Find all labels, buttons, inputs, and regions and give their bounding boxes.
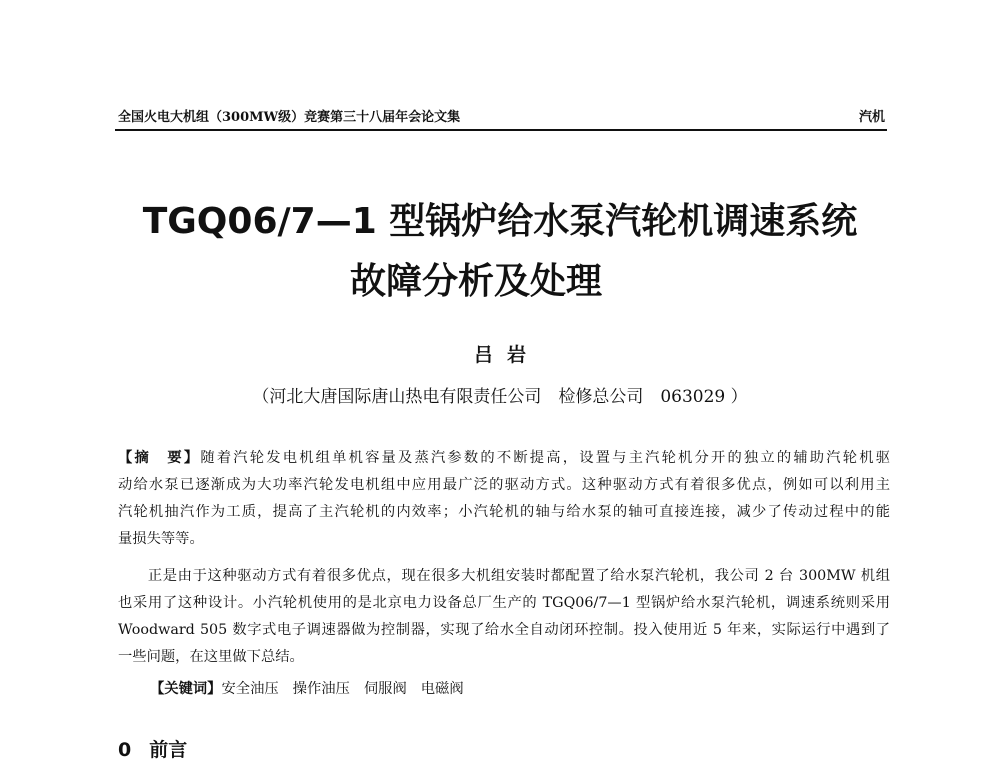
abstract-line: 汽轮机抽汽作为工质，提高了主汽轮机的内效率；小汽轮机的轴与给水泵的轴可直接连接，减少了传动过程中的能	[118, 504, 890, 520]
paragraph-line: 正是由于这种驱动方式有着很多优点，现在很多大机组安装时都配置了给水泵汽轮机，我公司 2 台 300MW 机组	[118, 568, 890, 584]
section-heading	[118, 735, 187, 762]
keyword: 电磁阀	[420, 681, 464, 697]
paragraph-line-last: 一些问题，在这里做下总结。	[118, 649, 304, 665]
section-title: 前言	[149, 739, 188, 761]
abstract-line	[118, 445, 890, 472]
header-section-name: 汽机	[858, 110, 885, 125]
header-rule	[115, 129, 887, 131]
author-name: 吕岩	[473, 344, 540, 366]
abstract-line-last: 量损失等等。	[118, 531, 204, 547]
section-number: 0	[118, 739, 132, 761]
paper-title-line-2: 故障分析及处理	[349, 261, 602, 302]
running-header	[115, 100, 887, 130]
paragraph-line: Woodward 505 数字式电子调速器做为控制器，实现了给水全自动闭环控制。投入使用近 5 年来，实际运行中遇到了	[118, 622, 890, 638]
keyword: 操作油压	[292, 681, 350, 697]
abstract-paragraph-2	[118, 563, 890, 671]
paragraph-line: 也采用了这种设计。小汽轮机使用的是北京电力设备总厂生产的 TGQ06/7—1 型锅炉给水泵汽轮机，调速系统则采用	[118, 595, 890, 611]
keyword: 伺服阀	[363, 681, 407, 697]
keyword: 安全油压	[221, 681, 279, 697]
abstract-line-text: 随着汽轮发电机组单机容量及蒸汽参数的不断提高，设置与主汽轮机分开的独立的辅助汽轮机驱	[200, 450, 890, 466]
header-journal-title: 全国火电大机组（300MW级）竞赛第三十八届年会论文集	[118, 110, 461, 125]
keywords	[150, 678, 478, 698]
abstract	[118, 445, 890, 553]
abstract-line: 动给水泵已逐渐成为大功率汽轮发电机组中应用最广泛的驱动方式。这种驱动方式有着很多优点，例如可以利用主	[118, 477, 890, 493]
paper-title-line-1: TGQ06/7—1 型锅炉给水泵汽轮机调速系统	[142, 201, 858, 242]
keywords-label: 【关键词】	[150, 681, 222, 697]
author-affiliation: （河北大唐国际唐山热电有限责任公司 检修总公司 063029 ）	[252, 387, 748, 407]
abstract-label: 【摘 要】	[118, 450, 201, 466]
